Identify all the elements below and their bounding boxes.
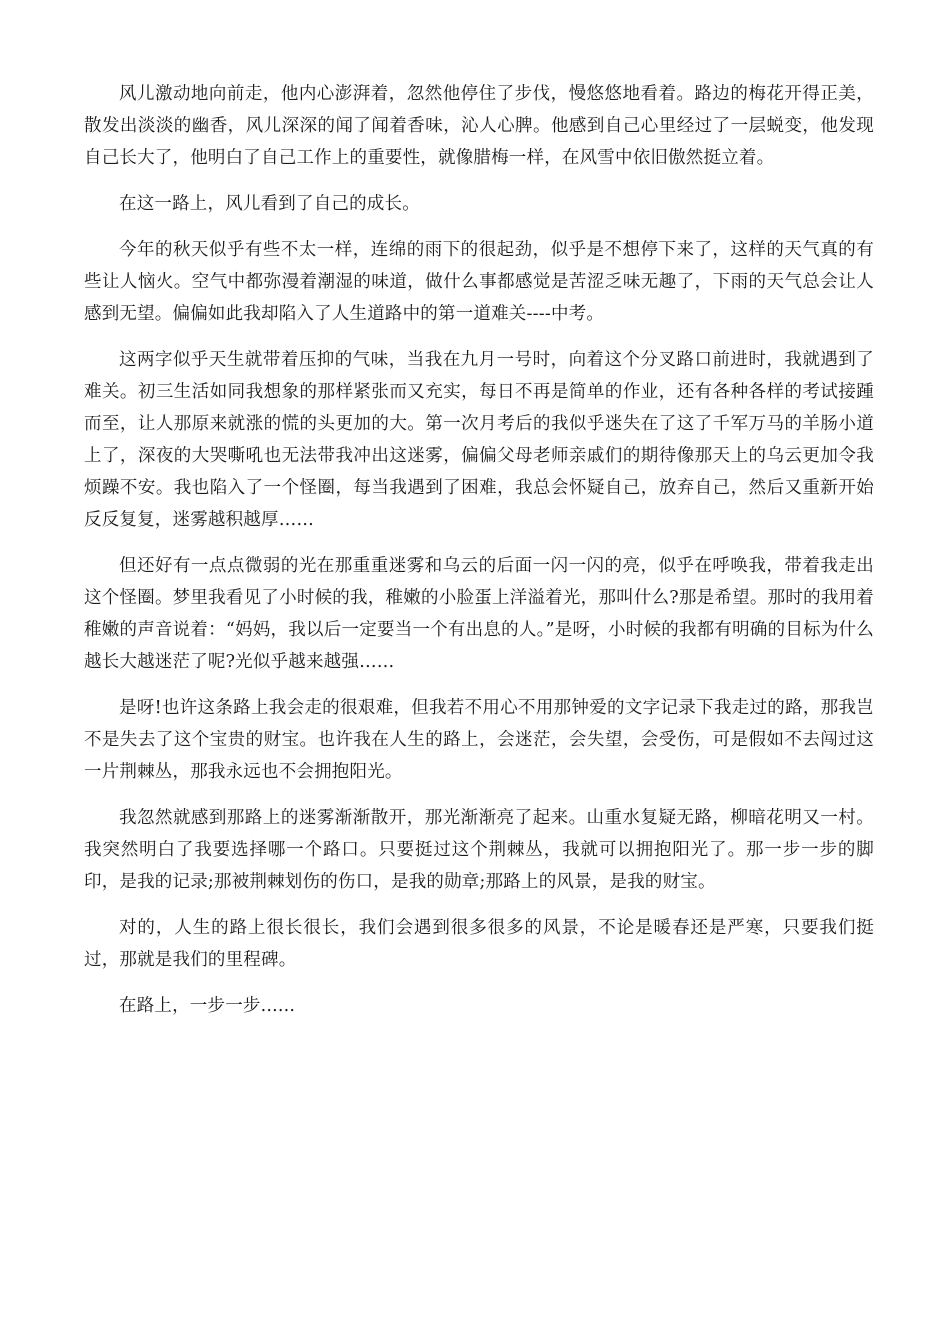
paragraph-4: 这两字似乎天生就带着压抑的气味，当我在九月一号时，向着这个分叉路口前进时，我就遇到了难关。初三生活如同我想象的那样紧张而又充实，每日不再是简单的作业，还有各种各样的考试接踵而至，让人那原来就涨的慌的头更加的大。第一次月考后的我似乎迷失在了这了千军万马的羊肠小道上了，深夜的大哭嘶吼也无法带我冲出这迷雾，偏偏父母老师亲戚们的期待像那天上的乌云更加令我烦躁不安。我也陷入了一个怪圈，每当我遇到了困难，我总会怀疑自己，放弃自己，然后又重新开始反反复复，迷雾越积越厚…… <box>84 350 874 530</box>
paragraph-7: 我忽然就感到那路上的迷雾渐渐散开，那光渐渐亮了起来。山重水复疑无路，柳暗花明又一村。我突然明白了我要选择哪一个路口。只要挺过这个荆棘丛，我就可以拥抱阳光了。那一步一步的脚印，是我的记录;那被荆棘划伤的伤口，是我的勋章;那路上的风景，是我的财宝。 <box>84 808 874 892</box>
paragraph-9: 在路上，一步一步...... <box>119 996 296 1016</box>
paragraph-6: 是呀!也许这条路上我会走的很艰难，但我若不用心不用那钟爱的文字记录下我走过的路，那我岂不是失去了这个宝贵的财宝。也许我在人生的路上，会迷茫，会失望，会受伤，可是假如不去闯过这一片荆棘丛，那我永远也不会拥抱阳光。 <box>84 698 874 782</box>
paragraph-1: 风儿激动地向前走，他内心澎湃着，忽然他停住了步伐，慢悠悠地看着。路边的梅花开得正美，散发出淡淡的幽香，风儿深深的闻了闻着香味，沁人心脾。他感到自己心里经过了一层蜕变，他发现自己长大了，他明白了自己工作上的重要性，就像腊梅一样，在风雪中依旧傲然挺立着。 <box>84 84 874 168</box>
paragraph-8: 对的，人生的路上很长很长，我们会遇到很多很多的风景，不论是暖春还是严寒，只要我们挺过，那就是我们的里程碑。 <box>84 918 874 970</box>
paragraph-2: 在这一路上，风儿看到了自己的成长。 <box>119 194 420 214</box>
article-body <box>84 78 874 1036</box>
paragraph-5: 但还好有一点点微弱的光在那重重迷雾和乌云的后面一闪一闪的亮，似乎在呼唤我，带着我走出这个怪圈。梦里我看见了小时候的我，稚嫩的小脸蛋上洋溢着光，那叫什么?那是希望。那时的我用着稚嫩的声音说着：“妈妈，我以后一定要当一个有出息的人。”是呀，小时候的我都有明确的目标为什么越长大越迷茫了呢?光似乎越来越强…… <box>84 556 874 672</box>
paragraph-3: 今年的秋天似乎有些不太一样，连绵的雨下的很起劲，似乎是不想停下来了，这样的天气真的有些让人恼火。空气中都弥漫着潮湿的味道，做什么事都感觉是苦涩乏味无趣了，下雨的天气总会让人感到无望。偏偏如此我却陷入了人生道路中的第一道难关----中考。 <box>84 240 874 324</box>
